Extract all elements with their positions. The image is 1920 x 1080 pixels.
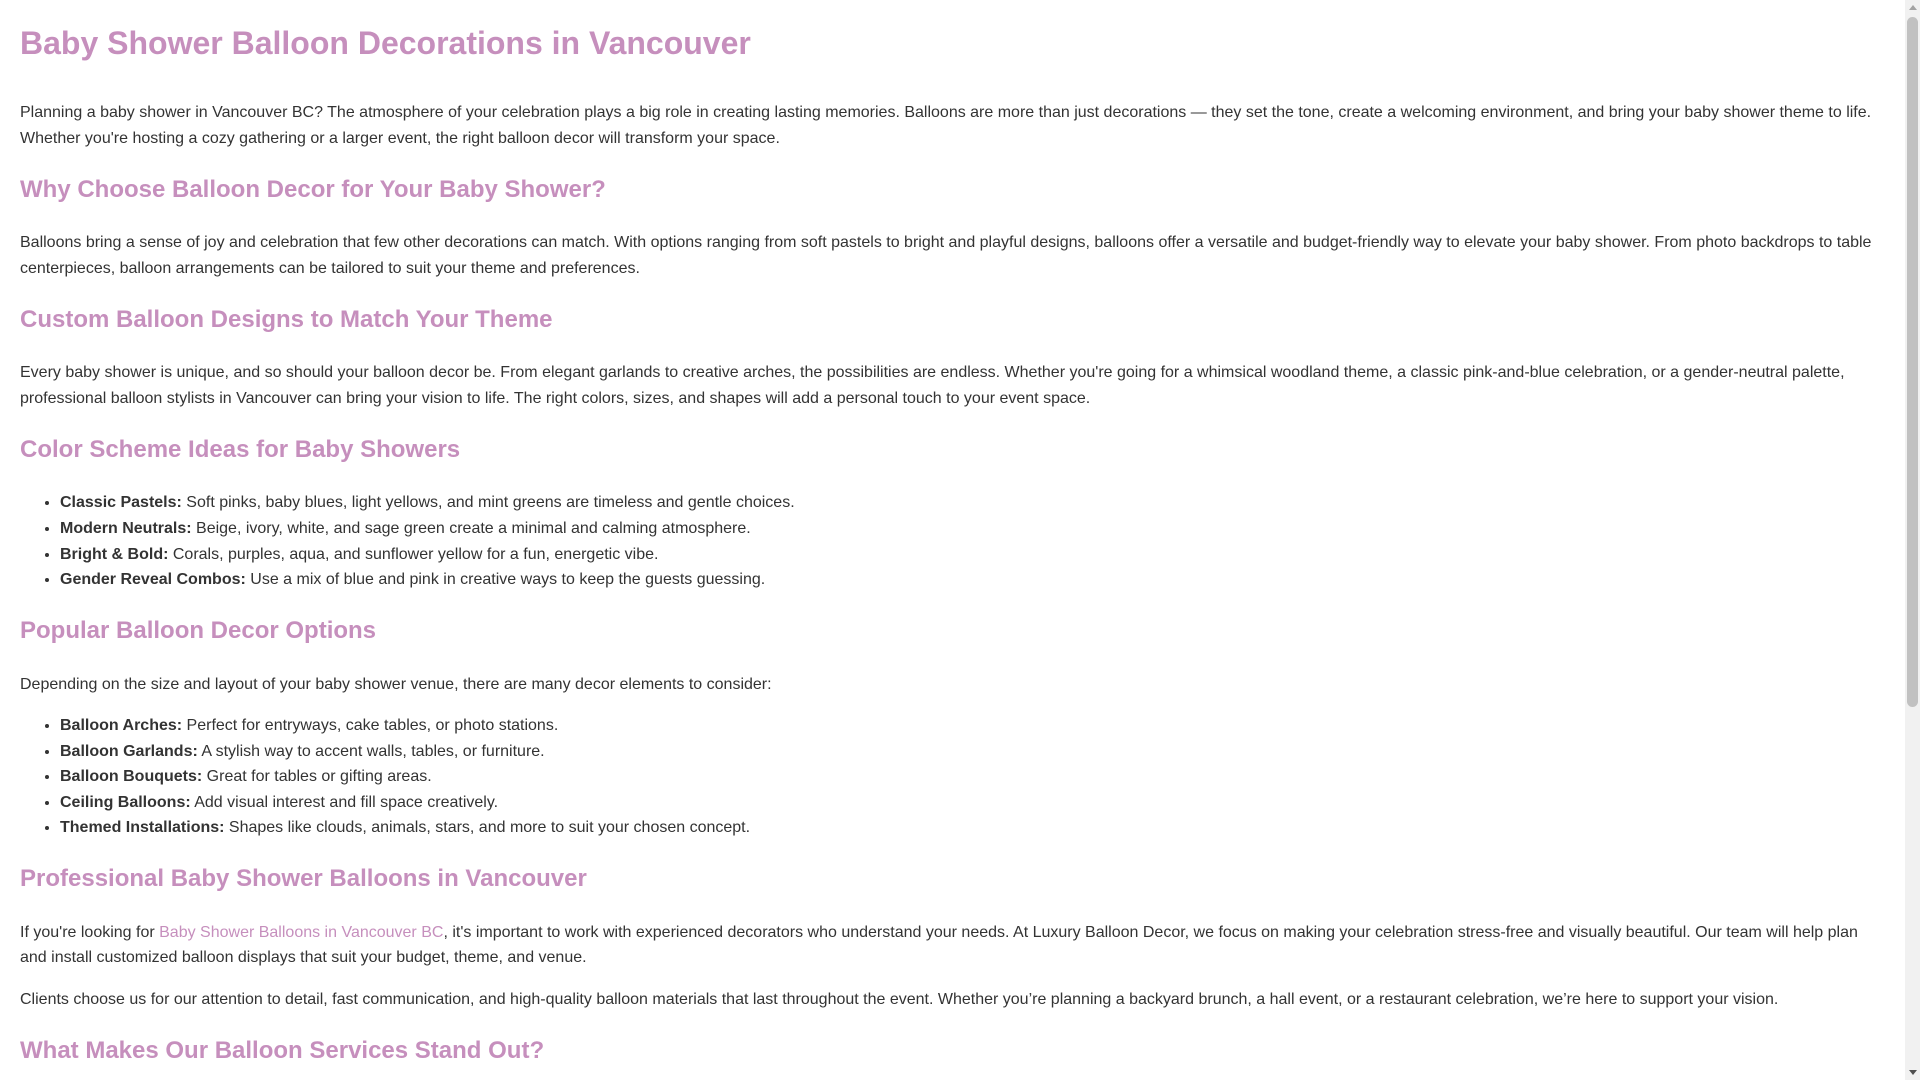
scrollbar-thumb[interactable] <box>1907 17 1918 707</box>
list-item-text: Shapes like clouds, animals, stars, and more to suit your chosen concept. <box>224 819 751 837</box>
list-item <box>60 713 1885 739</box>
list-item <box>60 542 1885 568</box>
decor-options-list <box>20 713 1885 841</box>
list-item-text: Use a mix of blue and pink in creative ways to keep the guests guessing. <box>245 571 766 589</box>
list-item-text: Add visual interest and fill space creatively. <box>190 793 499 811</box>
section-heading-why: Why Choose Balloon Decor for Your Baby Shower? <box>20 175 606 203</box>
article <box>0 24 1905 1065</box>
list-item <box>60 764 1885 790</box>
section-heading-custom: Custom Balloon Designs to Match Your Theme <box>20 305 553 333</box>
page-title: Baby Shower Balloon Decorations in Vancouver <box>20 25 751 61</box>
vertical-scrollbar[interactable] <box>1905 0 1920 1080</box>
list-item-text: Corals, purples, aqua, and sunflower yellow for a fun, energetic vibe. <box>168 545 659 563</box>
professional-text-before: If you're looking for <box>20 923 160 941</box>
section-heading-professional: Professional Baby Shower Balloons in Vancouver <box>20 865 587 893</box>
list-item-label: Classic Pastels: <box>60 494 182 512</box>
why-paragraph: Balloons bring a sense of joy and celebration that few other decorations can match. With options ranging from soft pastels to bright and playful designs, balloons offer a versatile and budget-friendly way to elevate your baby shower. From photo backdrops to table centerpieces, balloon arrangements can be tailored to suit your theme and preferences. <box>20 234 1872 277</box>
color-ideas-list <box>20 490 1885 592</box>
list-item-text: A stylish way to accent walls, tables, or furniture. <box>197 742 545 760</box>
list-item-label: Bright & Bold: <box>60 545 169 563</box>
scroll-up-icon[interactable] <box>1905 0 1920 15</box>
section-heading-standout: What Makes Our Balloon Services Stand Out? <box>20 1036 545 1064</box>
options-paragraph: Depending on the size and layout of your baby shower venue, there are many decor elements to consider: <box>20 675 772 693</box>
scroll-down-icon[interactable] <box>1905 1065 1920 1080</box>
list-item-label: Balloon Arches: <box>60 717 183 735</box>
list-item-label: Themed Installations: <box>60 819 225 837</box>
list-item-label: Balloon Bouquets: <box>60 768 203 786</box>
clients-paragraph: Clients choose us for our attention to detail, fast communication, and high-quality balloon materials that last throughout the event. Whether you’re planning a backyard brunch, a hall event, or a restaurant celebration, we’re here to support your vision. <box>20 991 1779 1009</box>
list-item <box>60 516 1885 542</box>
professional-paragraph <box>20 920 1885 971</box>
list-item <box>60 567 1885 593</box>
intro-paragraph: Planning a baby shower in Vancouver BC? The atmosphere of your celebration plays a big role in creating lasting memories. Balloons are more than just decorations — they set the tone, create a welcoming environment, and bring your baby shower theme to life. Whether you're hosting a cozy gathering or a larger event, the right balloon decor will transform your space. <box>20 104 1872 147</box>
section-heading-colors: Color Scheme Ideas for Baby Showers <box>20 435 461 463</box>
list-item-label: Gender Reveal Combos: <box>60 571 246 589</box>
list-item-text: Beige, ivory, white, and sage green create a minimal and calming atmosphere. <box>191 519 751 537</box>
list-item-label: Ceiling Balloons: <box>60 793 191 811</box>
list-item-text: Perfect for entryways, cake tables, or photo stations. <box>182 717 559 735</box>
list-item-label: Balloon Garlands: <box>60 742 198 760</box>
list-item-label: Modern Neutrals: <box>60 519 192 537</box>
list-item <box>60 815 1885 841</box>
baby-shower-balloons-link[interactable]: Baby Shower Balloons in Vancouver BC <box>159 923 444 941</box>
section-heading-options: Popular Balloon Decor Options <box>20 616 377 644</box>
professional-text-after: , it's important to work with experienced decorators who understand your needs. At Luxury Balloon Decor, we focus on making your celebration stress-free and visually beautiful. Our team will help plan and install customized balloon displays that suit your budget, theme, and venue. <box>20 923 1858 967</box>
list-item <box>60 490 1885 516</box>
list-item <box>60 790 1885 816</box>
custom-paragraph: Every baby shower is unique, and so should your balloon decor be. From elegant garlands to creative arches, the possibilities are endless. Whether you're going for a whimsical woodland theme, a classic pink-and-blue celebration, or a gender-neutral palette, professional balloon stylists in Vancouver can bring your vision to life. The right colors, sizes, and shapes will add a personal touch to your event space. <box>20 364 1845 407</box>
list-item <box>60 739 1885 765</box>
list-item-text: Great for tables or gifting areas. <box>202 768 432 786</box>
list-item-text: Soft pinks, baby blues, light yellows, and mint greens are timeless and gentle choices. <box>181 494 795 512</box>
